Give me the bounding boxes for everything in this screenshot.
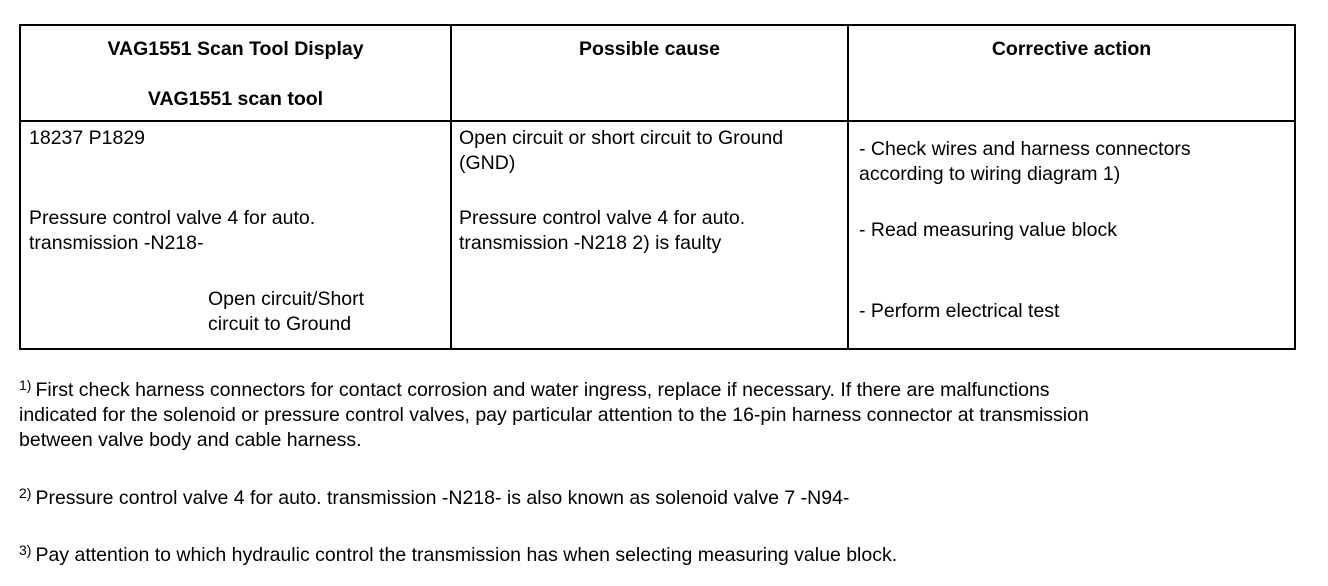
action1-line2: according to wiring diagram 1) bbox=[859, 163, 1121, 185]
cell-possible-cause bbox=[451, 121, 848, 349]
footnote-2 bbox=[19, 486, 849, 511]
header-possible-cause-label: Possible cause bbox=[579, 38, 720, 60]
cause1-line1: Open circuit or short circuit to Ground bbox=[459, 127, 784, 149]
header-corrective-action-label: Corrective action bbox=[991, 38, 1152, 60]
footnote-2-text-line1: Pressure control valve 4 for auto. transmission -N218- is also known as solenoid valve 7 -N94- bbox=[35, 487, 850, 509]
header-scan-tool-sublabel: VAG1551 scan tool bbox=[147, 88, 324, 110]
header-scan-tool-display bbox=[20, 25, 451, 121]
cause1-line2: (GND) bbox=[459, 152, 516, 174]
footnote-1-line1 bbox=[19, 378, 1089, 403]
fault-type-line1: Open circuit/Short bbox=[208, 288, 365, 310]
footnote-2-line1 bbox=[19, 486, 849, 511]
footnote-2-marker: 2) bbox=[19, 485, 32, 501]
footnote-1-text-line2: indicated for the solenoid or pressure control valves, pay particular attention to the 16-pin harness connector at transmission bbox=[19, 404, 1089, 426]
component-desc-line1: Pressure control valve 4 for auto. bbox=[29, 207, 316, 229]
header-corrective-action bbox=[848, 25, 1295, 121]
action3: - Perform electrical test bbox=[859, 300, 1060, 322]
table-header-row bbox=[20, 25, 1295, 121]
cell-scan-tool-display bbox=[20, 121, 451, 349]
footnote-3-text-line1: Pay attention to which hydraulic control the transmission has when selecting measuring value block. bbox=[35, 544, 898, 566]
footnote-1-text-line3: between valve body and cable harness. bbox=[19, 429, 362, 451]
footnote-1-text-line1: First check harness connectors for contact corrosion and water ingress, replace if necessary. If there are malfunctions bbox=[35, 379, 1050, 401]
diagnostic-table bbox=[19, 24, 1296, 350]
cause2-line2: transmission -N218 2) is faulty bbox=[459, 232, 722, 254]
action2: - Read measuring value block bbox=[859, 219, 1117, 241]
cause2-line1: Pressure control valve 4 for auto. bbox=[459, 207, 746, 229]
component-desc-line2: transmission -N218- bbox=[29, 232, 204, 254]
footnote-3 bbox=[19, 543, 897, 568]
footnote-3-line1 bbox=[19, 543, 897, 568]
fault-code: 18237 P1829 bbox=[29, 127, 146, 149]
fault-type-line2: circuit to Ground bbox=[208, 313, 352, 335]
action1-line1: - Check wires and harness connectors bbox=[859, 138, 1191, 160]
header-possible-cause bbox=[451, 25, 848, 121]
footnote-3-marker: 3) bbox=[19, 542, 32, 558]
footnote-1 bbox=[19, 378, 1089, 453]
footnote-1-marker: 1) bbox=[19, 377, 32, 393]
header-scan-tool-display-label: VAG1551 Scan Tool Display bbox=[107, 38, 364, 60]
table-row bbox=[20, 121, 1295, 349]
cell-corrective-action bbox=[848, 121, 1295, 349]
